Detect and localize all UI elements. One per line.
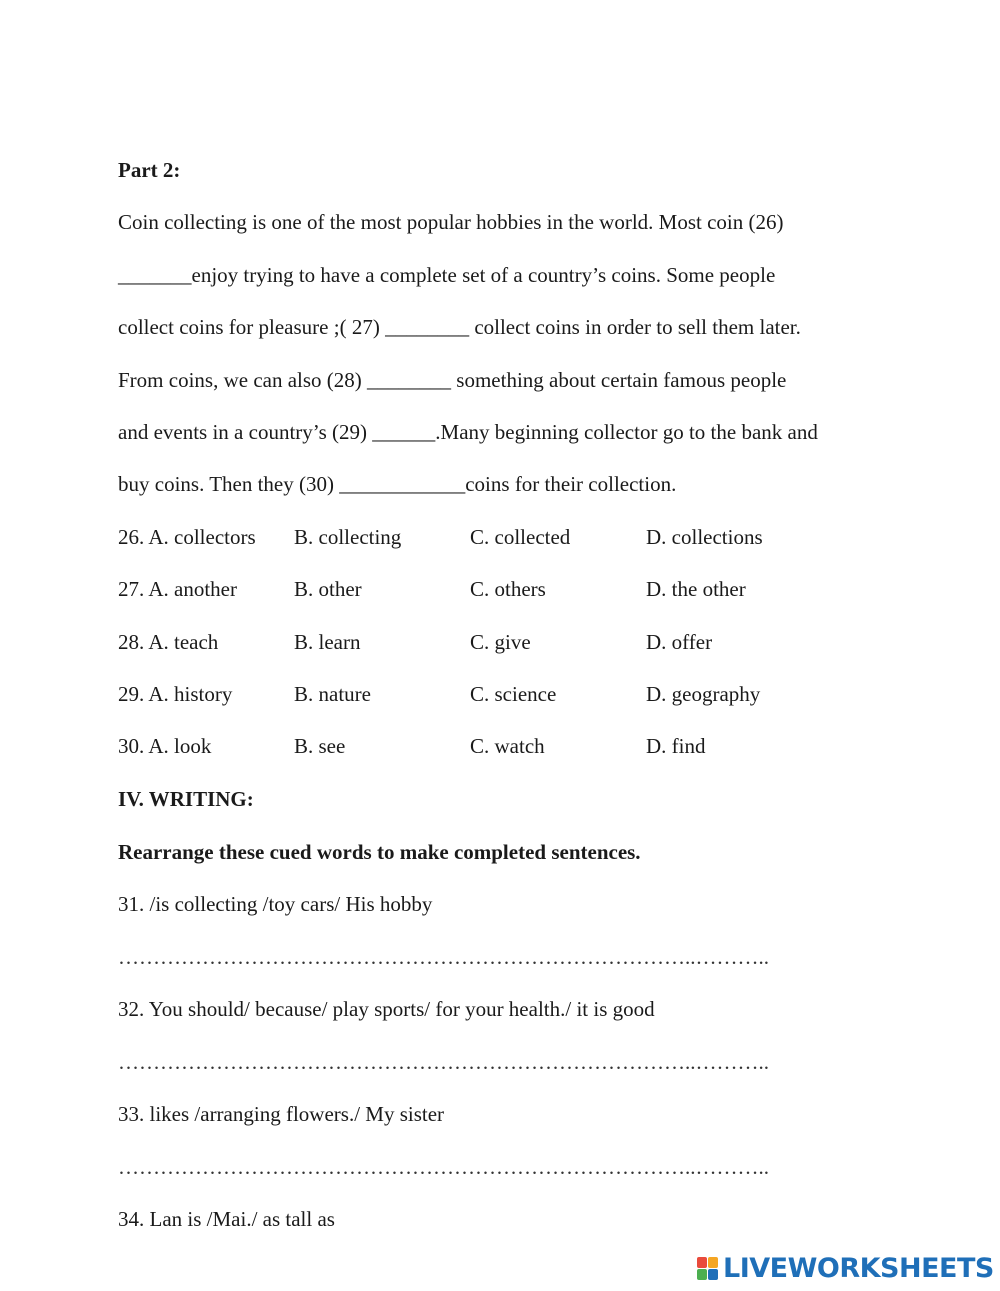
option-c[interactable]: C. watch	[470, 734, 545, 758]
passage-line-5: and events in a country’s (29) ______.Many beginning collector go to the bank and	[118, 420, 818, 444]
passage-line-6: buy coins. Then they (30) ____________coins for their collection.	[118, 472, 677, 496]
option-a[interactable]: 27. A. another	[118, 577, 237, 601]
option-b[interactable]: B. see	[294, 734, 346, 758]
option-d[interactable]: D. find	[646, 734, 706, 758]
option-b[interactable]: B. learn	[294, 630, 361, 654]
answer-field-32[interactable]: ………………………………………………………………………..………..	[118, 1050, 769, 1074]
option-d[interactable]: D. geography	[646, 682, 761, 706]
option-b[interactable]: B. other	[294, 577, 362, 601]
passage-line-2: _______enjoy trying to have a complete set of a country’s coins. Some people	[118, 263, 776, 287]
writing-item-34: 34. Lan is /Mai./ as tall as	[118, 1207, 335, 1231]
option-c[interactable]: C. others	[470, 577, 546, 601]
option-c[interactable]: C. give	[470, 630, 531, 654]
option-c[interactable]: C. science	[470, 682, 557, 706]
liveworksheets-logo-icon	[697, 1257, 719, 1281]
writing-instruction: Rearrange these cued words to make completed sentences.	[118, 840, 641, 864]
option-a[interactable]: 30. A. look	[118, 734, 212, 758]
option-d[interactable]: D. the other	[646, 577, 746, 601]
writing-item-32: 32. You should/ because/ play sports/ for your health./ it is good	[118, 997, 655, 1021]
logo-text: LIVEWORKSHEETS	[723, 1253, 994, 1284]
answer-field-31[interactable]: ………………………………………………………………………..………..	[118, 945, 769, 969]
option-d[interactable]: D. offer	[646, 630, 713, 654]
option-b[interactable]: B. collecting	[294, 525, 402, 549]
writing-item-31: 31. /is collecting /toy cars/ His hobby	[118, 892, 433, 916]
option-a[interactable]: 26. A. collectors	[118, 525, 256, 549]
passage-line-1: Coin collecting is one of the most popular hobbies in the world. Most coin (26)	[118, 210, 784, 234]
liveworksheets-logo	[697, 1254, 994, 1284]
option-a[interactable]: 29. A. history	[118, 682, 233, 706]
option-a[interactable]: 28. A. teach	[118, 630, 219, 654]
writing-heading: IV. WRITING:	[118, 787, 254, 811]
passage-line-4: From coins, we can also (28) ________ something about certain famous people	[118, 368, 787, 392]
option-b[interactable]: B. nature	[294, 682, 371, 706]
option-c[interactable]: C. collected	[470, 525, 571, 549]
passage-line-3: collect coins for pleasure ;( 27) ________ collect coins in order to sell them later.	[118, 315, 801, 339]
writing-item-33: 33. likes /arranging flowers./ My sister	[118, 1102, 445, 1126]
answer-field-33[interactable]: ………………………………………………………………………..………..	[118, 1155, 769, 1179]
option-d[interactable]: D. collections	[646, 525, 763, 549]
part-title: Part 2:	[118, 158, 181, 182]
